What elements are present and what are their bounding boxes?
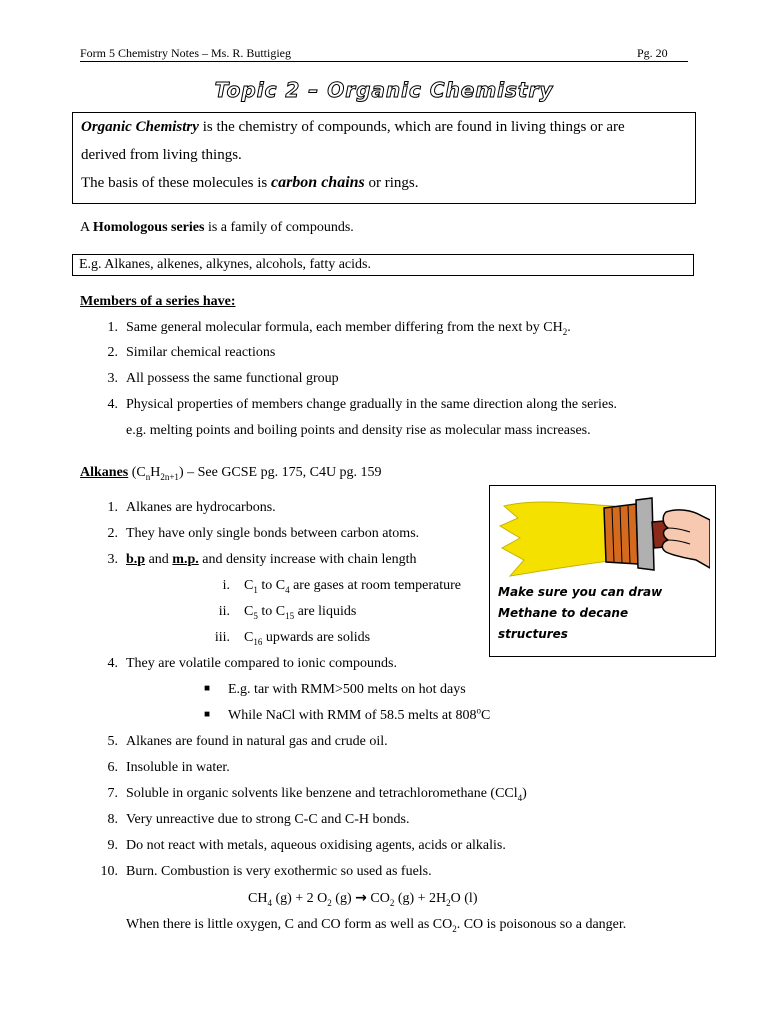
alkanes-item-10: Burn. Combustion is very exothermic so used as fuels. bbox=[126, 864, 432, 879]
alkanes-item-6: Insoluble in water. bbox=[126, 760, 230, 775]
page-title: Topic 2 – Organic Chemistry bbox=[214, 78, 554, 102]
incomplete-combustion-note: When there is little oxygen, C and CO form as well as $CO_2$. CO is poisonous so a danger. bbox=[126, 917, 627, 934]
definition-line-1: Organic Chemistry is the chemistry of compounds, which are found in living things or are bbox=[81, 119, 625, 135]
roman-number: iii. bbox=[214, 630, 230, 645]
roman-number: ii. bbox=[218, 604, 230, 619]
members-item-2: Similar chemical reactions bbox=[126, 345, 276, 360]
header-rule bbox=[80, 61, 688, 62]
alkanes-item-4: They are volatile compared to ionic compounds. bbox=[126, 656, 397, 671]
alkanes-heading: Alkanes $(C_nH_{2n+1})$ – See GCSE pg. 175, C4U pg. 159 bbox=[80, 465, 382, 482]
list-number: 8. bbox=[107, 812, 118, 827]
bullet-item-2: While NaCl with RMM of 58.5 melts at 808$^o$C bbox=[228, 705, 491, 723]
reminder-caption: Make sure you can draw Methane to decane structures bbox=[498, 585, 663, 641]
members-heading: Members of a series have: bbox=[80, 294, 236, 309]
alkanes-item-9: Do not react with metals, aqueous oxidising agents, acids or alkalis. bbox=[126, 838, 506, 853]
members-item-4: Physical properties of members change gradually in the same direction along the series. bbox=[126, 397, 618, 412]
alkanes-item-5: Alkanes are found in natural gas and crude oil. bbox=[126, 734, 388, 749]
reminder-box bbox=[489, 485, 716, 657]
combustion-equation: $CH_4$ (g) + 2 $O_2$ $(g) \to CO_2$ $(g) + 2H_2O$ (l) bbox=[248, 890, 478, 908]
definition-line-3: The basis of these molecules is carbon chains or rings. bbox=[81, 174, 419, 191]
list-number: 9. bbox=[107, 838, 118, 853]
list-number: 2. bbox=[107, 345, 118, 360]
alkanes-item-2: They have only single bonds between carbon atoms. bbox=[126, 526, 420, 541]
list-number: 2. bbox=[107, 526, 118, 541]
definition-term: Organic Chemistry bbox=[81, 119, 199, 135]
carbon-chains-term: carbon chains bbox=[270, 174, 365, 191]
members-note: e.g. melting points and boiling points and density rise as molecular mass increases. bbox=[126, 423, 591, 438]
paintbrush-hand-illustration bbox=[496, 490, 710, 582]
roman-number: i. bbox=[222, 578, 230, 593]
alkanes-item-8: Very unreactive due to strong C-C and C-H bonds. bbox=[126, 812, 410, 827]
list-number: 4. bbox=[107, 397, 118, 412]
members-item-3: All possess the same functional group bbox=[126, 371, 339, 386]
roman-item-3: $C_{16}$ upwards are solids bbox=[244, 630, 371, 647]
list-number: 3. bbox=[107, 371, 118, 386]
list-number: 6. bbox=[107, 760, 118, 775]
members-item-1: Same general molecular formula, each member differing from the next by $CH_2$. bbox=[126, 320, 571, 337]
bullet-item-1: E.g. tar with RMM>500 melts on hot days bbox=[228, 682, 466, 697]
list-number: 5. bbox=[107, 734, 118, 749]
definition-box bbox=[72, 112, 696, 204]
list-number: 3. bbox=[107, 552, 118, 567]
definition-line-2: derived from living things. bbox=[81, 147, 242, 163]
list-number: 10. bbox=[100, 864, 118, 879]
header-left: Form 5 Chemistry Notes – Ms. R. Buttigieg bbox=[80, 46, 292, 60]
alkanes-item-7: Soluble in organic solvents like benzene and tetrachloromethane (CCl$_4$) bbox=[126, 786, 527, 803]
alkanes-item-1: Alkanes are hydrocarbons. bbox=[126, 500, 276, 515]
list-number: 1. bbox=[107, 500, 118, 515]
homologous-term: Homologous series bbox=[92, 220, 205, 235]
alkanes-item-3: b.p and m.p. and density increase with chain length bbox=[126, 552, 417, 567]
header-page-number: Pg. 20 bbox=[637, 46, 668, 60]
arrow-icon: → bbox=[355, 890, 367, 906]
list-number: 7. bbox=[107, 786, 118, 801]
roman-item-2: $C_5$ to $C_{15}$ are liquids bbox=[244, 604, 357, 621]
bullet-icon: ■ bbox=[204, 709, 211, 720]
example-box: E.g. Alkanes, alkenes, alkynes, alcohols, fatty acids. bbox=[72, 254, 694, 276]
homologous-line: A Homologous series is a family of compounds. bbox=[80, 220, 354, 235]
bullet-icon: ■ bbox=[204, 683, 211, 694]
list-number: 1. bbox=[107, 320, 118, 335]
roman-item-1: $C_1$ to $C_4$ are gases at room temperature bbox=[244, 578, 461, 595]
list-number: 4. bbox=[107, 656, 118, 671]
